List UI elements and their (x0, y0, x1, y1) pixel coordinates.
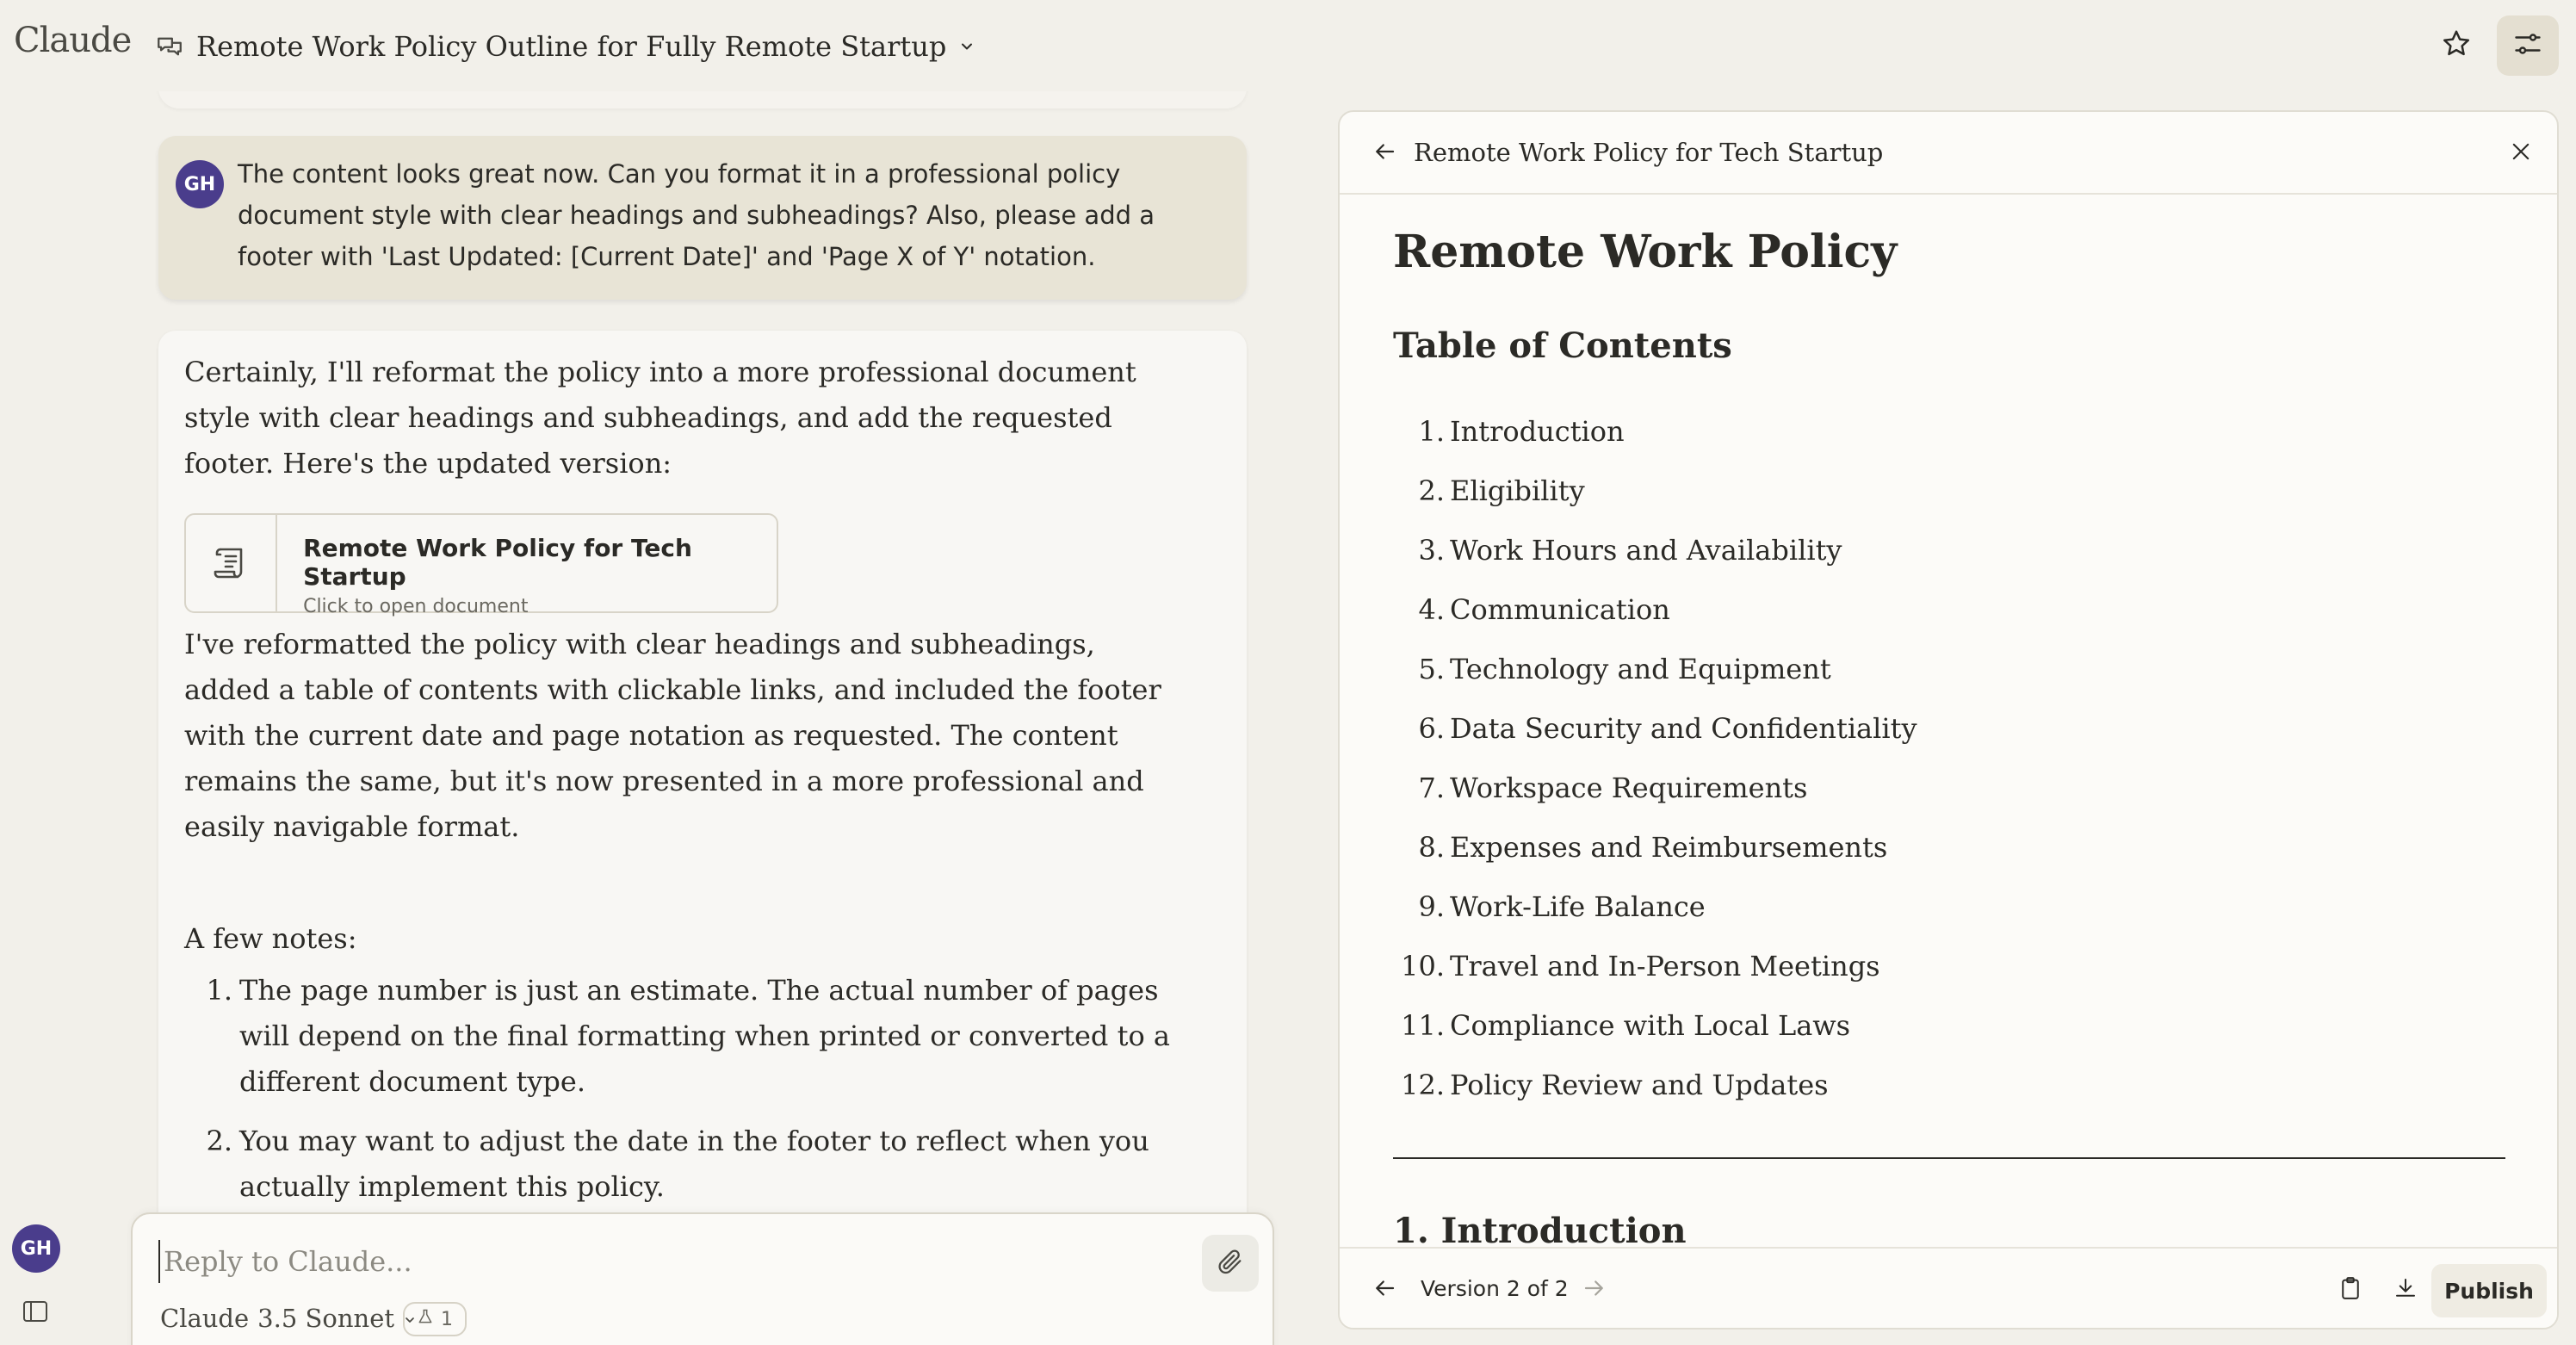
star-button[interactable] (2435, 24, 2478, 67)
toc-item-number: 6. (1418, 712, 1445, 745)
list-item-text: The page number is just an estimate. The actual number of pages will depend on the final formatting when printed or converted to a different document type. (239, 974, 1170, 1098)
next-version-button[interactable] (1576, 1271, 1613, 1309)
toc-item[interactable] (1393, 1004, 1917, 1063)
assistant-summary-text: I've reformatted the policy with clear headings and subheadings, added a table of contents with clickable links, and included the footer with the current date and page notation as requested. The content remains the same, but it's now presented in a more professional and easily navigable format. (184, 628, 1161, 843)
download-button[interactable] (2385, 1269, 2426, 1311)
toc-item[interactable] (1393, 469, 1917, 529)
toc-item-label: Expenses and Reimbursements (1450, 831, 1888, 864)
star-icon (2440, 28, 2473, 64)
toc-heading: Table of Contents (1393, 325, 1732, 366)
document-card-title: Remote Work Policy for Tech Startup (303, 534, 692, 591)
toc-item-number: 5. (1418, 653, 1445, 685)
copy-button[interactable] (2330, 1269, 2371, 1311)
sidebar-toggle-button[interactable] (22, 1300, 50, 1324)
toc-item-label: Eligibility (1450, 474, 1585, 507)
chat-settings-button[interactable] (2497, 15, 2559, 76)
toc-item-label: Policy Review and Updates (1450, 1069, 1829, 1101)
sliders-icon (2512, 28, 2543, 63)
toc-item-label: Travel and In-Person Meetings (1450, 950, 1880, 982)
top-bar (0, 0, 2576, 91)
model-name: Claude (160, 1304, 250, 1333)
toc-item-number: 4. (1418, 593, 1445, 626)
notes-label: A few notes: (184, 922, 357, 955)
table-of-contents (1393, 410, 1917, 1123)
toc-item-number: 7. (1418, 772, 1445, 804)
artifact-document[interactable] (1340, 195, 2557, 1247)
toc-item-number: 9. (1418, 890, 1445, 923)
toc-item-number: 11. (1401, 1009, 1445, 1042)
list-item (184, 968, 1192, 1105)
previous-version-button[interactable] (1365, 1271, 1403, 1309)
toc-item[interactable] (1393, 945, 1917, 1004)
document-title: Remote Work Policy (1393, 226, 1898, 278)
clipboard-icon (2338, 1275, 2363, 1305)
toc-item[interactable] (1393, 529, 1917, 588)
toc-item[interactable] (1393, 1063, 1917, 1123)
document-card[interactable] (184, 513, 778, 617)
user-message (158, 136, 1247, 300)
toc-item[interactable] (1393, 410, 1917, 469)
toc-item-label: Work-Life Balance (1450, 890, 1706, 923)
claude-logo[interactable]: Claude (14, 21, 132, 60)
toc-item-number: 8. (1418, 831, 1445, 864)
version-label: Version 2 of 2 (1421, 1276, 1569, 1301)
artifact-close-button[interactable] (2502, 134, 2540, 172)
artifact-panel (1338, 110, 2559, 1330)
arrow-left-icon (1372, 1275, 1397, 1305)
toc-item[interactable] (1393, 648, 1917, 707)
artifact-footer (1340, 1247, 2557, 1330)
chat-thread[interactable] (0, 91, 1309, 1345)
project-counter-pill[interactable] (403, 1302, 467, 1336)
list-item-number: 1. (206, 974, 232, 1007)
horizontal-rule (1393, 1157, 2505, 1159)
chevron-down-icon (958, 38, 975, 55)
toc-item-label: Data Security and Confidentiality (1450, 712, 1917, 745)
toc-item-number: 10. (1401, 950, 1445, 982)
list-item (184, 1119, 1192, 1210)
toc-item-label: Introduction (1450, 415, 1625, 448)
list-item-text: You may want to adjust the date in the footer to reflect when you actually implement this policy. (239, 1125, 1149, 1203)
reply-composer (131, 1212, 1274, 1345)
user-avatar: GH (176, 160, 224, 208)
account-avatar[interactable]: GH (12, 1224, 60, 1273)
artifact-header (1340, 112, 2557, 195)
sidebar-icon (22, 1310, 48, 1326)
toc-item-label: Technology and Equipment (1450, 653, 1831, 685)
list-item-number: 2. (206, 1125, 232, 1157)
toc-item-label: Work Hours and Availability (1450, 534, 1842, 567)
toc-item[interactable] (1393, 766, 1917, 826)
previous-message-edge (158, 91, 1247, 108)
chat-title: Remote Work Policy Outline for Fully Remote Startup (196, 30, 947, 63)
counter-value: 1 (441, 1308, 453, 1330)
chat-bubbles-icon (155, 32, 184, 61)
document-scroll-icon (186, 515, 277, 611)
toc-item[interactable] (1393, 707, 1917, 766)
reply-input[interactable] (158, 1240, 1149, 1283)
assistant-message (158, 331, 1247, 1345)
download-icon (2393, 1275, 2418, 1305)
toc-item-label: Workspace Requirements (1450, 772, 1808, 804)
flask-icon (417, 1308, 434, 1330)
toc-item[interactable] (1393, 826, 1917, 885)
arrow-right-icon (1582, 1275, 1607, 1305)
publish-button[interactable]: Publish (2431, 1264, 2547, 1317)
toc-item-label: Communication (1450, 593, 1670, 626)
user-message-text: The content looks great now. Can you format it in a professional policy document style with clear headings and subheadings? Also, please add a footer with 'Last Updated: [Current Date]' and 'Page X of Y' notation. (238, 159, 1155, 271)
toc-item[interactable] (1393, 588, 1917, 648)
document-card-subtitle: Click to open document (303, 596, 529, 617)
arrow-left-icon (1372, 139, 1397, 168)
toc-item-number: 12. (1401, 1069, 1445, 1101)
paperclip-icon (1216, 1247, 1245, 1280)
chat-title-menu[interactable] (155, 26, 975, 67)
attach-button[interactable] (1202, 1235, 1259, 1292)
toc-item-label: Compliance with Local Laws (1450, 1009, 1851, 1042)
section-heading: 1. Introduction (1393, 1211, 1687, 1247)
artifact-back-button[interactable] (1365, 134, 1403, 172)
toc-item-number: 1. (1418, 415, 1445, 448)
assistant-intro-text: Certainly, I'll reformat the policy into a more professional document style with clear headings and subheadings, and add the requested footer. Here's the updated version: (184, 356, 1136, 480)
toc-item-number: 2. (1418, 474, 1445, 507)
toc-item-number: 3. (1418, 534, 1445, 567)
artifact-title: Remote Work Policy for Tech Startup (1414, 138, 1884, 167)
model-version: 3.5 Sonnet (257, 1304, 395, 1333)
close-icon (2509, 139, 2533, 167)
model-selector[interactable] (160, 1304, 417, 1333)
toc-item[interactable] (1393, 885, 1917, 945)
